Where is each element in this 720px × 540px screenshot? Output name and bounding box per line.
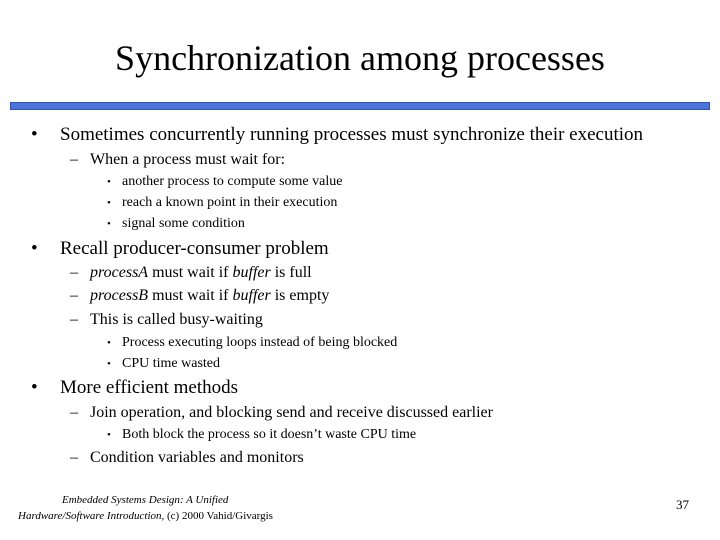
dash-icon: –: [70, 287, 78, 304]
sub-bullet-text: [90, 264, 312, 282]
variable-name: processB: [90, 287, 149, 304]
bullet-dot-icon: •: [107, 337, 111, 349]
dash-icon: –: [70, 264, 78, 281]
footer-line-1: Embedded Systems Design: A Unified: [62, 494, 229, 506]
bullet-text: Sometimes concurrently running processes must synchronize their execution: [60, 124, 644, 145]
sub-sub-bullet-text: Process executing loops instead of being blocked: [122, 335, 398, 350]
sub-bullet-text: Join operation, and blocking send and receive discussed earlier: [90, 404, 493, 421]
bullet-dot-icon: •: [107, 358, 111, 370]
text-span: is empty: [274, 287, 330, 304]
footer-line-2: [18, 508, 273, 524]
bullet-dot-icon: •: [107, 197, 111, 209]
sub-bullet-text: This is called busy-waiting: [90, 311, 263, 328]
sub-sub-bullet-text: signal some condition: [122, 216, 245, 231]
bullet-dot-icon: •: [107, 176, 111, 188]
dash-icon: –: [70, 449, 78, 466]
variable-name: buffer: [232, 264, 271, 281]
variable-name: buffer: [232, 287, 271, 304]
bullet-dot-icon: •: [31, 238, 38, 259]
sub-bullet-text: Condition variables and monitors: [90, 449, 304, 466]
footer-copyright: (c) 2000 Vahid/Givargis: [167, 510, 273, 522]
sub-sub-bullet-text: CPU time wasted: [122, 356, 220, 371]
bullet-text: More efficient methods: [60, 377, 238, 398]
slide-title: Synchronization among processes: [115, 38, 605, 78]
title-divider-bar: [10, 102, 710, 110]
bullet-dot-icon: •: [31, 377, 38, 398]
text-span: is full: [274, 264, 312, 281]
sub-sub-bullet-text: another process to compute some value: [122, 174, 343, 189]
bullet-dot-icon: •: [107, 218, 111, 230]
bullet-text: Recall producer-consumer problem: [60, 238, 329, 259]
page-number: 37: [676, 497, 689, 512]
sub-sub-bullet-text: reach a known point in their execution: [122, 195, 338, 210]
text-span: must wait if: [152, 287, 229, 304]
bullet-dot-icon: •: [31, 124, 38, 145]
text-span: must wait if: [152, 264, 229, 281]
sub-bullet-text: When a process must wait for:: [90, 151, 286, 168]
sub-sub-bullet-text: Both block the process so it doesn’t waste CPU time: [122, 427, 417, 442]
dash-icon: –: [70, 404, 78, 421]
dash-icon: –: [70, 311, 78, 328]
footer-citation: [18, 492, 273, 524]
variable-name: processA: [90, 264, 149, 281]
footer-book-title: Hardware/Software Introduction,: [18, 510, 165, 522]
dash-icon: –: [70, 151, 78, 168]
bullet-dot-icon: •: [107, 429, 111, 441]
sub-bullet-text: [90, 287, 329, 305]
